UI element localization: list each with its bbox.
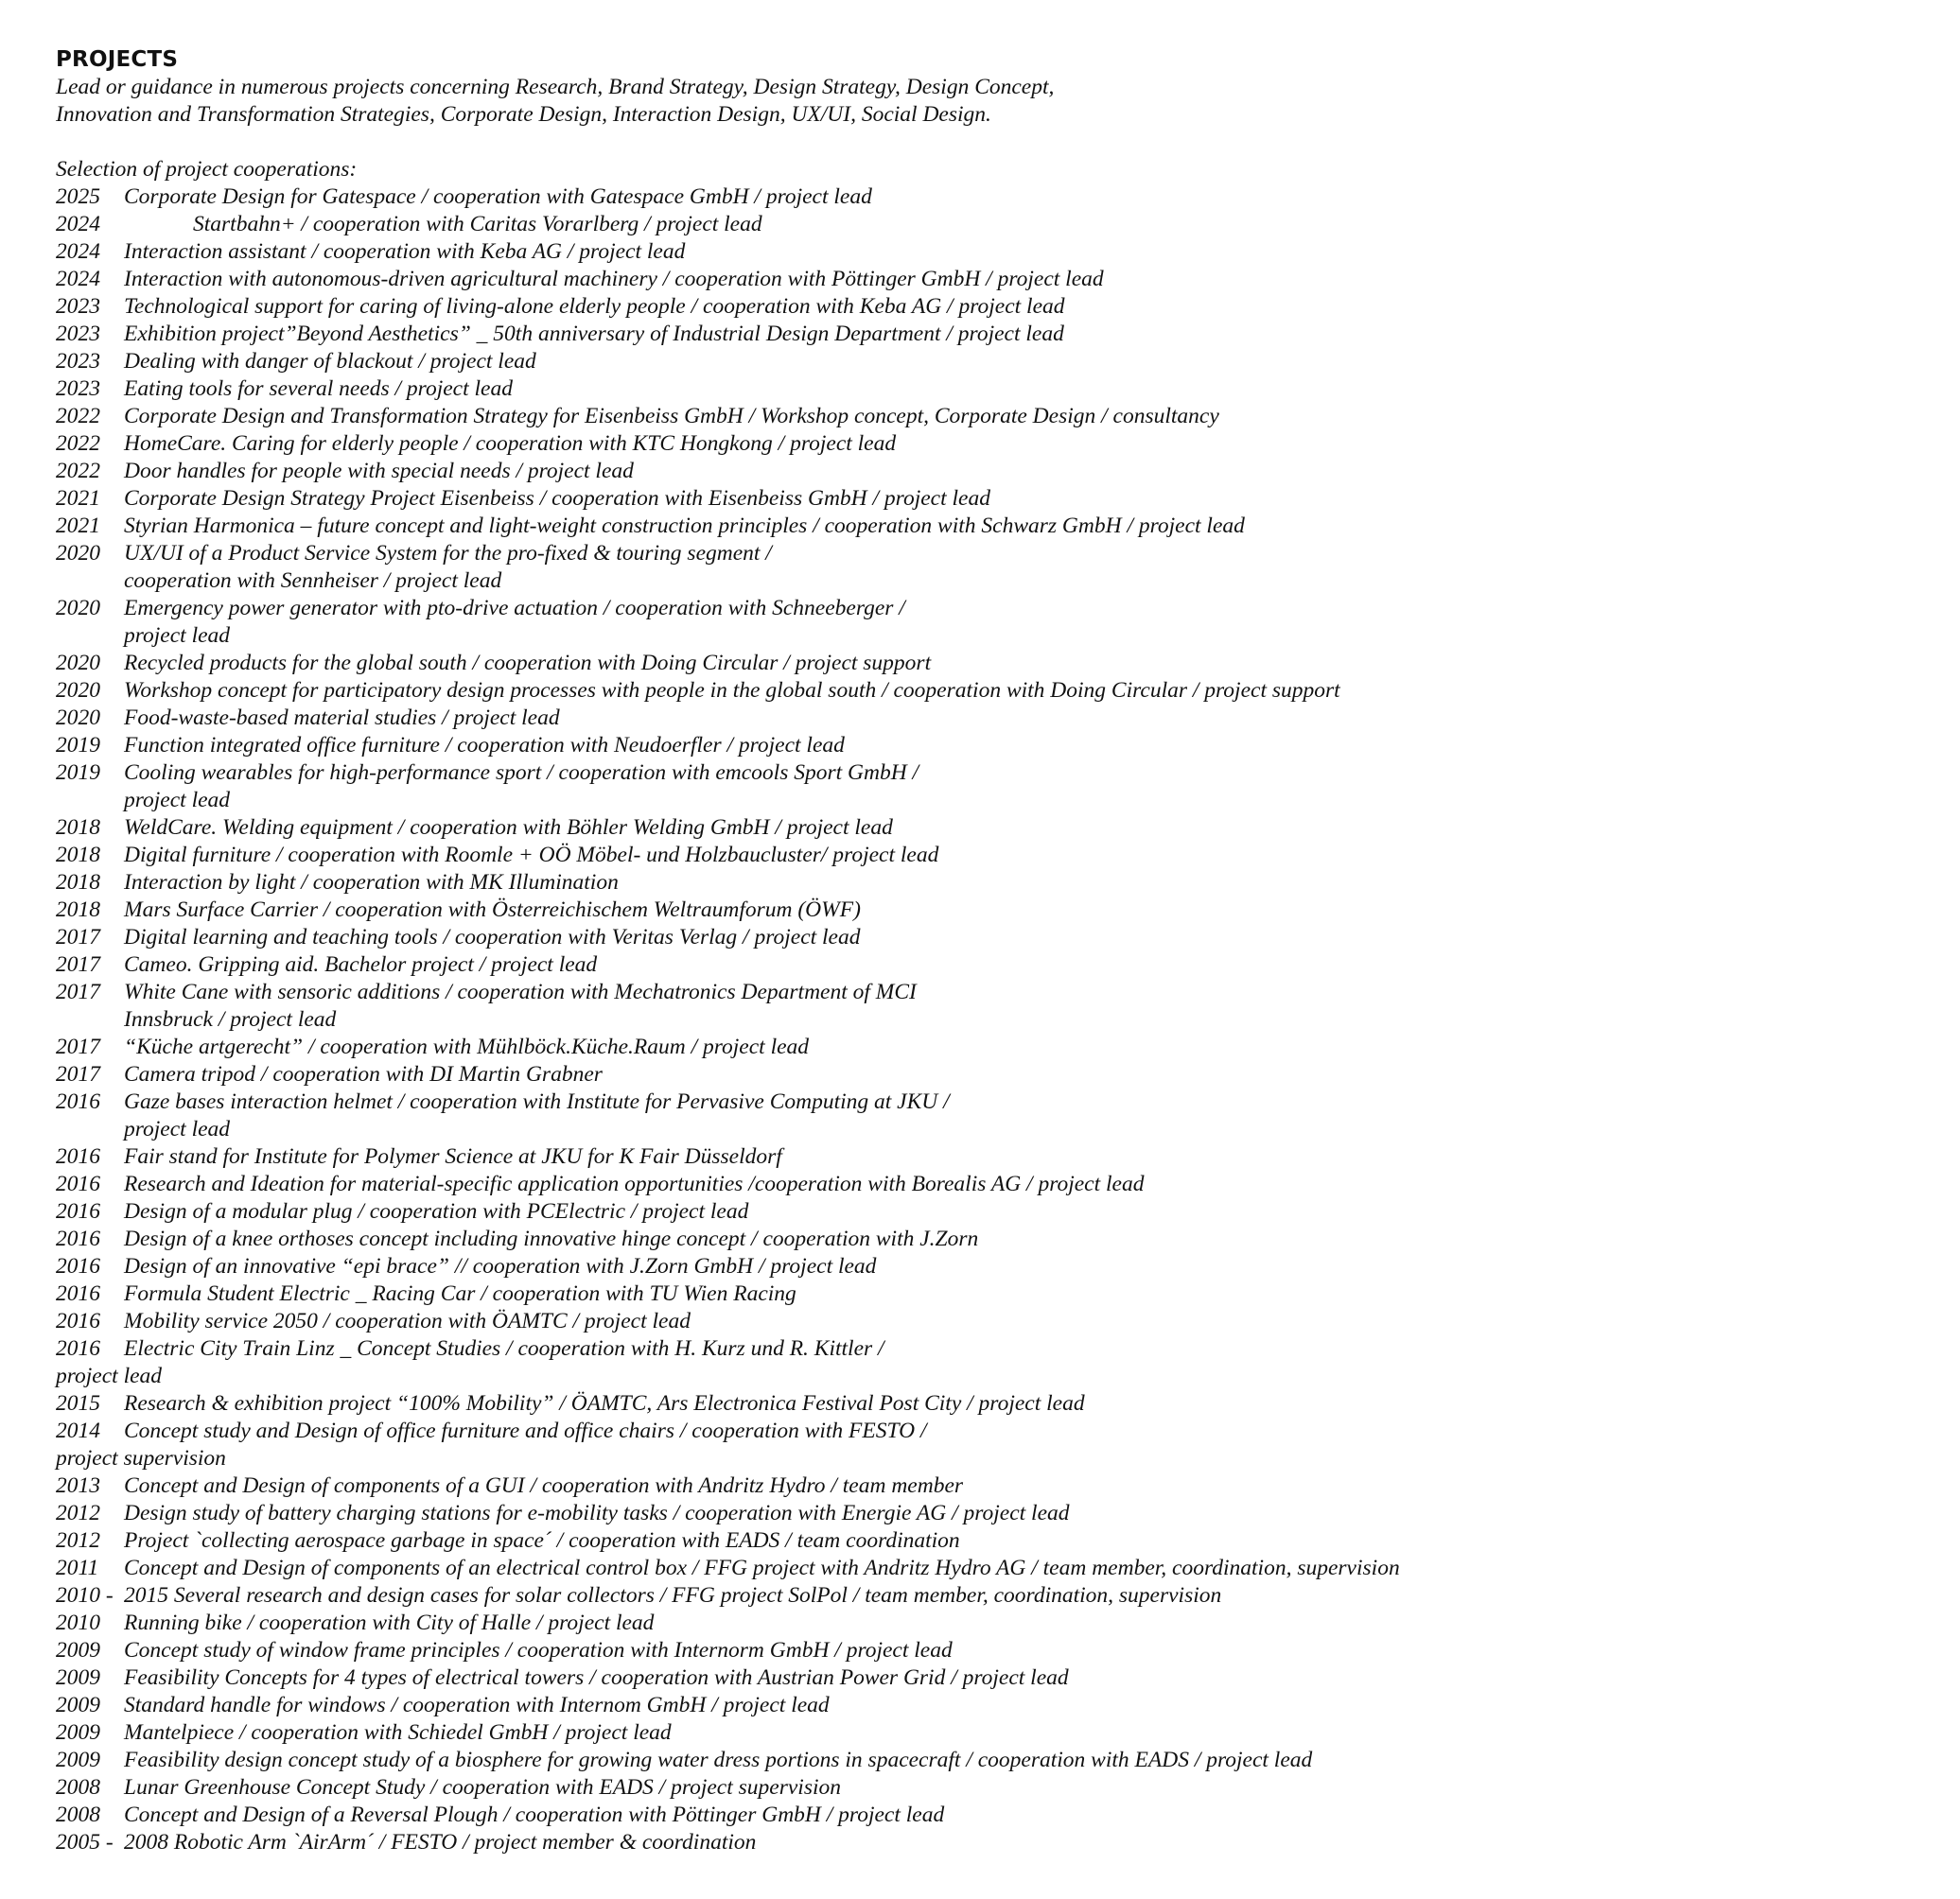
project-description (124, 897, 1938, 924)
project-year: 2020 (56, 678, 100, 703)
project-year: 2017 (56, 1035, 100, 1059)
project-list (56, 183, 1938, 1856)
project-description-line: project lead (124, 788, 231, 812)
project-entry (56, 979, 1938, 1034)
project-year: 2017 (56, 1062, 100, 1087)
project-entry (56, 513, 1938, 540)
project-entry (56, 458, 1938, 485)
project-year: 2020 (56, 706, 100, 730)
project-description (124, 375, 1938, 403)
page-title: PROJECTS (56, 47, 179, 72)
project-entry (56, 924, 1938, 951)
project-entry (56, 1500, 1938, 1527)
project-description-line: cooperation with Sennheiser / project lead (124, 568, 502, 593)
project-entry (56, 430, 1938, 458)
project-description (124, 951, 1938, 979)
project-year: 2023 (56, 322, 100, 346)
project-description-line: Standard handle for windows / cooperation with Internom GmbH / project lead (124, 1693, 830, 1717)
project-description-line: Corporate Design and Transformation Strategy for Eisenbeiss GmbH / Workshop concept, Corporate Design / consultancy (124, 404, 1219, 428)
project-description-line: Concept and Design of components of an electrical control box / FFG project with Andritz Hydro AG / team member, coordination, supervision (124, 1556, 1400, 1580)
project-description (124, 1143, 1938, 1171)
project-description-line: Mobility service 2050 / cooperation with ÖAMTC / project lead (124, 1309, 691, 1333)
project-description-line: Feasibility Concepts for 4 types of electrical towers / cooperation with Austrian Power Grid / project lead (124, 1665, 1069, 1690)
project-description-line: Interaction with autonomous-driven agricultural machinery / cooperation with Pöttinger GmbH / project lead (124, 267, 1104, 291)
project-entry (56, 1555, 1938, 1582)
project-description-line: Digital learning and teaching tools / cooperation with Veritas Verlag / project lead (124, 925, 861, 950)
project-entry (56, 1829, 1938, 1856)
project-description (124, 1418, 1938, 1445)
project-description (124, 321, 1938, 348)
project-year: 2005 - (56, 1830, 114, 1855)
project-description (124, 513, 1938, 540)
projects-page (56, 45, 1938, 1856)
project-year: 2017 (56, 980, 100, 1004)
project-description (124, 1692, 1938, 1719)
project-description-line: 2015 Several research and design cases for solar collectors / FFG project SolPol / team member, coordination, supervision (124, 1583, 1222, 1608)
intro-line: Lead or guidance in numerous projects concerning Research, Brand Strategy, Design Strategy, Design Concept, (56, 75, 1055, 99)
project-description (124, 348, 1938, 375)
project-entry (56, 814, 1938, 842)
project-year: 2013 (56, 1473, 100, 1498)
project-year: 2019 (56, 733, 100, 758)
project-description-line: Dealing with danger of blackout / project lead (124, 349, 536, 374)
project-description-line: Function integrated office furniture / cooperation with Neudoerfler / project lead (124, 733, 845, 758)
project-description-line: Concept and Design of components of a GUI / cooperation with Andritz Hydro / team member (124, 1473, 964, 1498)
project-description (124, 1500, 1938, 1527)
project-description-line: Interaction assistant / cooperation with Keba AG / project lead (124, 239, 686, 264)
project-entry (56, 677, 1938, 705)
project-entry (56, 1171, 1938, 1198)
project-entry (56, 293, 1938, 321)
project-year: 2018 (56, 843, 100, 867)
project-entry (56, 1253, 1938, 1281)
project-description (124, 1555, 1938, 1582)
project-description (124, 211, 1938, 238)
project-year: 2017 (56, 925, 100, 950)
project-description (124, 293, 1938, 321)
project-year: 2014 (56, 1419, 100, 1443)
project-description (124, 1061, 1938, 1089)
project-description-line: Styrian Harmonica – future concept and light-weight construction principles / cooperation with Schwarz GmbH / project lead (124, 514, 1245, 538)
project-entry (56, 1390, 1938, 1418)
project-description (124, 814, 1938, 842)
project-description (124, 238, 1938, 266)
project-year: 2022 (56, 404, 100, 428)
project-description (124, 430, 1938, 458)
project-description-wrap: project supervision (56, 1446, 226, 1471)
project-year: 2020 (56, 541, 100, 566)
project-description-line: Mars Surface Carrier / cooperation with Österreichischem Weltraumforum (ÖWF) (124, 897, 861, 922)
project-description-line: Concept study and Design of office furniture and office chairs / cooperation with FESTO / (124, 1419, 927, 1443)
project-description (124, 732, 1938, 759)
project-description-line: Project `collecting aerospace garbage in space´ / cooperation with EADS / team coordination (124, 1528, 960, 1553)
project-year: 2021 (56, 514, 100, 538)
project-description-line: Design of a knee orthoses concept including innovative hinge concept / cooperation with J.Zorn (124, 1227, 979, 1251)
project-description-line: Gaze bases interaction helmet / cooperation with Institute for Pervasive Computing at JKU / (124, 1089, 950, 1114)
project-entry (56, 897, 1938, 924)
project-entry (56, 1747, 1938, 1774)
project-year: 2016 (56, 1089, 100, 1114)
project-description (124, 485, 1938, 513)
project-year: 2018 (56, 815, 100, 840)
project-year: 2015 (56, 1391, 100, 1416)
project-entry (56, 1198, 1938, 1226)
project-year: 2024 (56, 239, 100, 264)
project-year: 2017 (56, 952, 100, 977)
project-description-line: Recycled products for the global south / cooperation with Doing Circular / project support (124, 651, 932, 675)
project-description-line: Technological support for caring of living-alone elderly people / cooperation with Keba AG / project lead (124, 294, 1065, 319)
project-description (124, 1829, 1938, 1856)
project-year: 2022 (56, 459, 100, 483)
project-year: 2023 (56, 294, 100, 319)
project-description-line: Concept study of window frame principles / cooperation with Internorm GmbH / project lead (124, 1638, 953, 1663)
project-entry (56, 1034, 1938, 1061)
project-year: 2018 (56, 870, 100, 895)
project-year: 2016 (56, 1254, 100, 1279)
project-entry (56, 266, 1938, 293)
project-description-line: Design study of battery charging stations for e-mobility tasks / cooperation with Energie AG / project lead (124, 1501, 1070, 1525)
project-description (124, 1664, 1938, 1692)
project-description (124, 869, 1938, 897)
intro-line: Innovation and Transformation Strategies, Corporate Design, Interaction Design, UX/UI, Social Design. (56, 102, 991, 127)
project-description (124, 1802, 1938, 1829)
project-year: 2020 (56, 651, 100, 675)
project-year: 2021 (56, 486, 100, 511)
project-description-line: Research & exhibition project “100% Mobility” / ÖAMTC, Ars Electronica Festival Post City / project lead (124, 1391, 1085, 1416)
project-year: 2009 (56, 1665, 100, 1690)
project-entry (56, 238, 1938, 266)
project-description-line: Workshop concept for participatory design processes with people in the global south / cooperation with Doing Circular / project support (124, 678, 1340, 703)
project-description-line: Lunar Greenhouse Concept Study / cooperation with EADS / project supervision (124, 1775, 842, 1800)
project-description (124, 1226, 1938, 1253)
project-year: 2016 (56, 1227, 100, 1251)
project-description (124, 924, 1938, 951)
project-description-line: Corporate Design for Gatespace / cooperation with Gatespace GmbH / project lead (124, 184, 872, 209)
project-description-line: Electric City Train Linz _ Concept Studies / cooperation with H. Kurz und R. Kittler / (124, 1336, 884, 1361)
project-description (124, 1335, 1938, 1363)
project-description-line: Formula Student Electric _ Racing Car / cooperation with TU Wien Racing (124, 1281, 796, 1306)
project-year: 2009 (56, 1720, 100, 1745)
project-description-line: Camera tripod / cooperation with DI Martin Grabner (124, 1062, 603, 1087)
project-entry (56, 1774, 1938, 1802)
project-description (124, 403, 1938, 430)
project-year: 2012 (56, 1528, 100, 1553)
project-year: 2016 (56, 1309, 100, 1333)
project-entry (56, 1089, 1938, 1143)
project-description-line: 2008 Robotic Arm `AirArm´ / FESTO / project member & coordination (124, 1830, 757, 1855)
project-description (124, 677, 1938, 705)
project-entry (56, 321, 1938, 348)
project-year: 2023 (56, 349, 100, 374)
project-year: 2019 (56, 760, 100, 785)
project-description (124, 1527, 1938, 1555)
project-entry (56, 869, 1938, 897)
project-entry (56, 705, 1938, 732)
project-description-line: Food-waste-based material studies / project lead (124, 706, 560, 730)
project-description-line: Concept and Design of a Reversal Plough / cooperation with Pöttinger GmbH / project lead (124, 1803, 945, 1827)
project-year: 2010 - (56, 1583, 114, 1608)
project-entry (56, 211, 1938, 238)
project-entry (56, 1582, 1938, 1610)
project-entry (56, 1226, 1938, 1253)
project-entry (56, 732, 1938, 759)
project-year: 2024 (56, 212, 100, 236)
project-entry (56, 1664, 1938, 1692)
project-description (124, 1582, 1938, 1610)
project-entry (56, 1719, 1938, 1747)
project-description (124, 1198, 1938, 1226)
project-entry (56, 1061, 1938, 1089)
project-description-line: Emergency power generator with pto-drive actuation / cooperation with Schneeberger / (124, 596, 905, 620)
project-description (124, 1472, 1938, 1500)
project-description (124, 842, 1938, 869)
project-description (124, 1089, 1938, 1143)
project-description (124, 650, 1938, 677)
project-year: 2018 (56, 897, 100, 922)
project-description-line: Fair stand for Institute for Polymer Science at JKU for K Fair Düsseldorf (124, 1144, 782, 1169)
project-description-line: Mantelpiece / cooperation with Schiedel GmbH / project lead (124, 1720, 672, 1745)
project-entry (56, 1610, 1938, 1637)
project-description-line: Design of a modular plug / cooperation with PCElectric / project lead (124, 1199, 749, 1224)
project-year: 2016 (56, 1199, 100, 1224)
project-description (124, 1253, 1938, 1281)
project-description (124, 1774, 1938, 1802)
project-year: 2008 (56, 1803, 100, 1827)
project-description-line: “Küche artgerecht” / cooperation with Mühlböck.Küche.Raum / project lead (124, 1035, 810, 1059)
project-description (124, 979, 1938, 1034)
project-description (124, 1719, 1938, 1747)
project-year: 2009 (56, 1693, 100, 1717)
project-description-line: UX/UI of a Product Service System for the pro-fixed & touring segment / (124, 541, 772, 566)
project-entry (56, 1802, 1938, 1829)
intro-paragraph (56, 74, 1938, 1856)
project-description-line: project lead (124, 1117, 231, 1141)
project-description (124, 1747, 1938, 1774)
project-description-line: White Cane with sensoric additions / cooperation with Mechatronics Department of MCI (124, 980, 917, 1004)
project-year: 2016 (56, 1144, 100, 1169)
project-description (124, 266, 1938, 293)
project-description (124, 458, 1938, 485)
project-description-line: Door handles for people with special needs / project lead (124, 459, 634, 483)
project-description (124, 1281, 1938, 1308)
project-year: 2016 (56, 1281, 100, 1306)
project-description (124, 595, 1938, 650)
spacer (56, 129, 1938, 156)
project-description-line: HomeCare. Caring for elderly people / cooperation with KTC Hongkong / project lead (124, 431, 897, 456)
project-entry (56, 485, 1938, 513)
project-year: 2025 (56, 184, 100, 209)
project-description-wrap: project lead (56, 1364, 163, 1388)
project-year: 2023 (56, 376, 100, 401)
project-description (124, 1637, 1938, 1664)
project-description-line: WeldCare. Welding equipment / cooperation with Böhler Welding GmbH / project lead (124, 815, 893, 840)
project-year: 2010 (56, 1611, 100, 1635)
project-description (124, 705, 1938, 732)
project-entry (56, 183, 1938, 211)
project-entry (56, 1281, 1938, 1308)
project-description-line: Design of an innovative “epi brace” // cooperation with J.Zorn GmbH / project lead (124, 1254, 877, 1279)
project-entry (56, 1308, 1938, 1335)
project-description (124, 1610, 1938, 1637)
project-year: 2016 (56, 1172, 100, 1196)
selection-label: Selection of project cooperations: (56, 157, 358, 182)
project-entry (56, 650, 1938, 677)
project-entry (56, 1335, 1938, 1363)
project-description-line: project lead (124, 623, 231, 648)
project-entry (56, 1637, 1938, 1664)
project-year: 2016 (56, 1336, 100, 1361)
project-entry (56, 348, 1938, 375)
project-description-line: Feasibility design concept study of a biosphere for growing water dress portions in spacecraft / cooperation with EADS / project lead (124, 1748, 1313, 1772)
project-year: 2011 (56, 1556, 99, 1580)
project-entry (56, 1527, 1938, 1555)
project-description (124, 1171, 1938, 1198)
project-description (124, 759, 1938, 814)
project-description-line: Cameo. Gripping aid. Bachelor project / project lead (124, 952, 598, 977)
project-year: 2009 (56, 1638, 100, 1663)
project-entry (56, 1692, 1938, 1719)
project-description-line: Digital furniture / cooperation with Roomle + OÖ Möbel- und Holzbaucluster/ project lead (124, 843, 939, 867)
project-description (124, 540, 1938, 595)
project-year: 2009 (56, 1748, 100, 1772)
project-description (124, 1390, 1938, 1418)
project-entry (56, 1418, 1938, 1445)
project-description-line: Research and Ideation for material-specific application opportunities /cooperation with Borealis AG / project lead (124, 1172, 1145, 1196)
project-entry (56, 1472, 1938, 1500)
project-description (124, 183, 1938, 211)
project-entry (56, 1143, 1938, 1171)
project-description-line: Corporate Design Strategy Project Eisenbeiss / cooperation with Eisenbeiss GmbH / project lead (124, 486, 990, 511)
project-year: 2012 (56, 1501, 100, 1525)
project-year: 2008 (56, 1775, 100, 1800)
project-year: 2022 (56, 431, 100, 456)
project-entry (56, 403, 1938, 430)
project-entry (56, 951, 1938, 979)
project-year: 2020 (56, 596, 100, 620)
project-description-line: Innsbruck / project lead (124, 1007, 337, 1032)
project-description-line: Interaction by light / cooperation with MK Illumination (124, 870, 619, 895)
project-year: 2024 (56, 267, 100, 291)
project-entry (56, 842, 1938, 869)
project-description-line: Running bike / cooperation with City of Halle / project lead (124, 1611, 655, 1635)
project-entry (56, 759, 1938, 814)
project-description-line: Startbahn+ / cooperation with Caritas Vorarlberg / project lead (193, 212, 762, 236)
project-description-line: Eating tools for several needs / project lead (124, 376, 513, 401)
project-description (124, 1034, 1938, 1061)
project-description-line: Exhibition project”Beyond Aesthetics” _ 50th anniversary of Industrial Design Department / project lead (124, 322, 1064, 346)
project-entry (56, 540, 1938, 595)
project-description (124, 1308, 1938, 1335)
project-entry (56, 595, 1938, 650)
project-description-line: Cooling wearables for high-performance sport / cooperation with emcools Sport GmbH / (124, 760, 919, 785)
project-entry (56, 375, 1938, 403)
